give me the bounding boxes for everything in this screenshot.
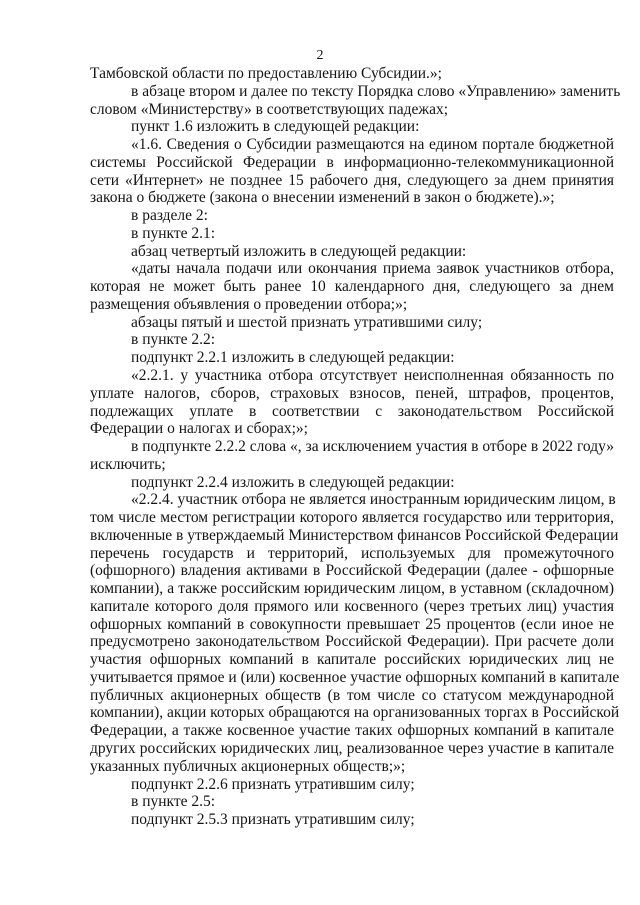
text-line: офшорных компаний в совокупности превышает 25 процентов (если иное не (90, 615, 614, 633)
text-line: в пункте 2.5: (131, 793, 216, 811)
text-line: абзацы пятый и шестой признать утратившими силу; (131, 313, 483, 331)
text-line: в подпункте 2.2.2 слова «, за исключением участия в отборе в 2022 году» (131, 438, 614, 455)
text-line: исключить; (90, 455, 166, 473)
text-line: в разделе 2: (131, 207, 208, 225)
text-line: публичных акционерных обществ (в том числе со статусом международной (90, 686, 614, 704)
text-line: Федерации о налогах и сборах;»; (90, 420, 308, 438)
text-line: указанных публичных акционерных обществ;»; (90, 757, 406, 775)
text-line: сети «Интернет» не позднее 15 рабочего дня, следующего за днем принятия (90, 171, 614, 189)
text-line: в пункте 2.1: (131, 224, 216, 242)
text-line: абзац четвертый изложить в следующей редакции: (131, 242, 467, 260)
text-line: подпункт 2.2.6 признать утратившим силу; (131, 775, 415, 793)
text-line: «2.2.1. у участника отбора отсутствует неисполненная обязанность по (131, 367, 614, 384)
text-line: пункт 1.6 изложить в следующей редакции: (131, 118, 420, 136)
text-line: компании), акции которых обращаются на организованных торгах в Российской (90, 704, 620, 722)
text-line: словом «Министерству» в соответствующих падежах; (90, 100, 449, 118)
text-line: размещения объявления о проведении отбора;»; (90, 295, 408, 313)
text-line: предусмотрено законодательством Российской Федерации). При расчете доли (90, 633, 614, 651)
text-line: подпункт 2.2.1 изложить в следующей редакции: (131, 349, 455, 367)
text-line: капитале которого доля прямого или косвенного (через третьих лиц) участия (90, 597, 614, 615)
text-line: других российских юридических лиц, реализованное через участие в капитале (90, 740, 614, 757)
text-line: подпункт 2.2.4 изложить в следующей редакции: (131, 473, 455, 491)
text-line: Тамбовской области по предоставлению Субсидии.»; (90, 65, 442, 82)
text-line: компании), а также российским юридическим лицом, в уставном (складочном) (90, 580, 614, 598)
text-line: уплате налогов, сборов, страховых взносов, пеней, штрафов, процентов, (90, 384, 614, 402)
text-line: в абзаце втором и далее по тексту Порядка слово «Управлению» заменить (131, 82, 621, 100)
text-line: которая не может быть ранее 10 календарного дня, следующего за днем (90, 278, 614, 296)
text-line: подлежащих уплате в соответствии с законодательством Российской (90, 402, 614, 420)
text-line: «1.6. Сведения о Субсидии размещаются на едином портале бюджетной (131, 136, 614, 153)
text-line: участия офшорных компаний в капитале российских юридических лиц не (90, 651, 614, 669)
text-line: перечень государств и территорий, используемых для промежуточного (90, 544, 614, 562)
text-line: «2.2.4. участник отбора не является иностранным юридическим лицом, в (131, 491, 616, 509)
text-line: включенные в утверждаемый Министерством финансов Российской Федерации (90, 526, 619, 544)
text-line: системы Российской Федерации в информационно-телекоммуникационной (90, 153, 614, 171)
text-line: «даты начала подачи или окончания приема заявок участников отбора, (131, 260, 614, 278)
text-line: учитывается прямое и (или) косвенное участие офшорных компаний в капитале (90, 668, 620, 686)
text-line: в пункте 2.2: (131, 331, 216, 349)
text-line: том числе местом регистрации которого является государство или территория, (90, 509, 614, 526)
text-line: закона о бюджете (закона о внесении изменений в закон о бюджете).»; (90, 189, 555, 207)
page-number: 2 (316, 48, 324, 63)
text-line: (офшорного) владения активами в Российской Федерации (далее - офшорные (90, 562, 614, 580)
text-line: Федерации, а также косвенное участие таких офшорных компаний в капитале (90, 722, 614, 740)
text-line: подпункт 2.5.3 признать утратившим силу; (131, 811, 415, 828)
